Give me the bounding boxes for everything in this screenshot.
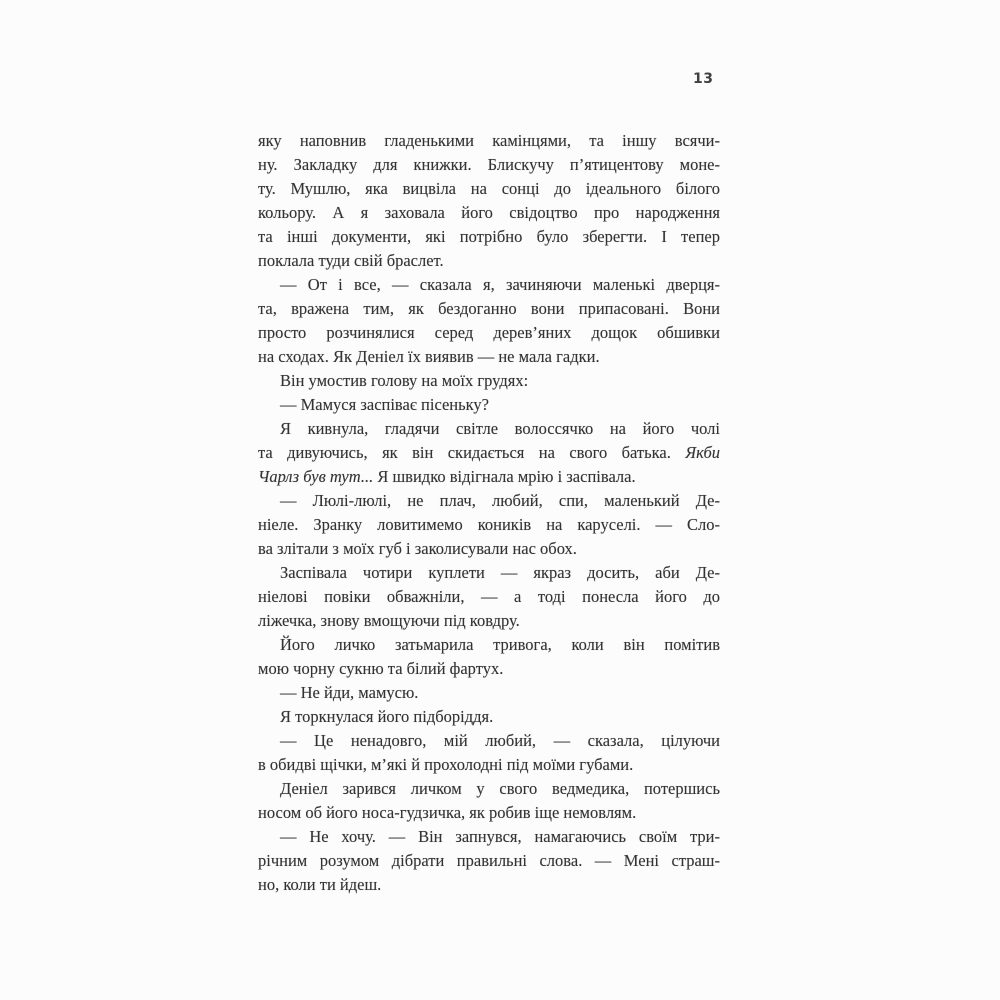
text-segment: просто розчинялися серед дерев’яних дощок обшивки [258, 323, 720, 342]
text-line [258, 345, 720, 369]
text-line [258, 585, 720, 609]
text-line [258, 393, 720, 417]
text-segment: Я торкнулася його підборіддя. [280, 707, 494, 726]
text-line [258, 465, 720, 489]
text-line [258, 201, 720, 225]
italic-text-segment: Чарлз був тут... [258, 467, 374, 486]
text-line [258, 801, 720, 825]
text-line [258, 249, 720, 273]
paragraph [258, 273, 720, 369]
page-number: 13 [693, 71, 714, 87]
paragraph [258, 681, 720, 705]
paragraph [258, 633, 720, 681]
text-line [258, 729, 720, 753]
text-line [258, 321, 720, 345]
text-segment: — От і все, — сказала я, зачиняючи маленькі дверця- [280, 275, 720, 294]
text-line [258, 753, 720, 777]
text-segment: Я швидко відігнала мрію і заспівала. [373, 467, 636, 486]
text-line [258, 849, 720, 873]
text-segment: поклала туди свій браслет. [258, 251, 444, 270]
text-line [258, 633, 720, 657]
text-line [258, 489, 720, 513]
text-segment: — Мамуся заспіває пісеньку? [280, 395, 490, 414]
text-segment: но, коли ти йдеш. [258, 875, 382, 894]
text-line [258, 153, 720, 177]
text-line [258, 777, 720, 801]
text-segment: та дивуючись, як він скидається на свого батька. [258, 443, 686, 462]
text-line [258, 609, 720, 633]
text-line [258, 657, 720, 681]
text-segment: — Не йди, мамусю. [280, 683, 419, 702]
text-segment: та інші документи, які потрібно було зберегти. І тепер [258, 227, 720, 246]
text-segment: та, вражена тим, як бездоганно вони припасовані. Вони [258, 299, 720, 318]
text-line [258, 561, 720, 585]
text-segment: річним розумом дібрати правильні слова. — Мені страш- [258, 851, 720, 870]
text-line [258, 369, 720, 393]
text-line [258, 513, 720, 537]
text-line [258, 273, 720, 297]
text-segment: ліжечка, знову вмощуючи під ковдру. [258, 611, 520, 630]
text-line [258, 705, 720, 729]
paragraph [258, 825, 720, 897]
text-segment: ту. Мушлю, яка вицвіла на сонці до ідеального білого [258, 179, 720, 198]
paragraph [258, 417, 720, 489]
text-segment: — Люлі-люлі, не плач, любий, спи, маленький Де- [280, 491, 720, 510]
paragraph [258, 369, 720, 393]
text-segment: — Не хочу. — Він запнувся, намагаючись своїм три- [280, 827, 720, 846]
text-segment: на сходах. Як Деніел їх виявив — не мала гадки. [258, 347, 600, 366]
text-line [258, 129, 720, 153]
text-segment: ну. Закладку для книжки. Блискучу п’ятицентову моне- [258, 155, 720, 174]
paragraph [258, 129, 720, 273]
text-segment: ніелові повіки обважніли, — а тоді понесла його до [258, 587, 720, 606]
text-segment: ва злітали з моїх губ і заколисували нас обох. [258, 539, 577, 558]
page-text [258, 129, 720, 897]
text-segment: мою чорну сукню та білий фартух. [258, 659, 504, 678]
italic-text-segment: Якби [685, 443, 720, 462]
text-line [258, 177, 720, 201]
text-line [258, 825, 720, 849]
text-line [258, 873, 720, 897]
text-segment: в обидві щічки, м’які й прохолодні під моїми губами. [258, 755, 634, 774]
text-segment: Заспівала чотири куплети — якраз досить, аби Де- [280, 563, 720, 582]
paragraph [258, 729, 720, 777]
paragraph [258, 705, 720, 729]
text-segment: кольору. А я заховала його свідоцтво про народження [258, 203, 720, 222]
text-line [258, 225, 720, 249]
text-segment: Я кивнула, гладячи світле волоссячко на його чолі [280, 419, 720, 438]
text-line [258, 297, 720, 321]
text-line [258, 681, 720, 705]
paragraph [258, 393, 720, 417]
paragraph [258, 489, 720, 561]
paragraph [258, 777, 720, 825]
text-line [258, 441, 720, 465]
text-segment: Його личко затьмарила тривога, коли він помітив [280, 635, 720, 654]
text-segment: яку наповнив гладенькими камінцями, та іншу всячи- [258, 131, 720, 150]
paragraph [258, 561, 720, 633]
text-line [258, 417, 720, 441]
text-segment: Деніел зарився личком у свого ведмедика, потершись [280, 779, 720, 798]
text-segment: носом об його носа-гудзичка, як робив іще немовлям. [258, 803, 637, 822]
text-line [258, 537, 720, 561]
text-segment: Він умостив голову на моїх грудях: [280, 371, 529, 390]
text-segment: ніеле. Зранку ловитимемо коників на каруселі. — Сло- [258, 515, 720, 534]
text-segment: — Це ненадовго, мій любий, — сказала, цілуючи [280, 731, 720, 750]
